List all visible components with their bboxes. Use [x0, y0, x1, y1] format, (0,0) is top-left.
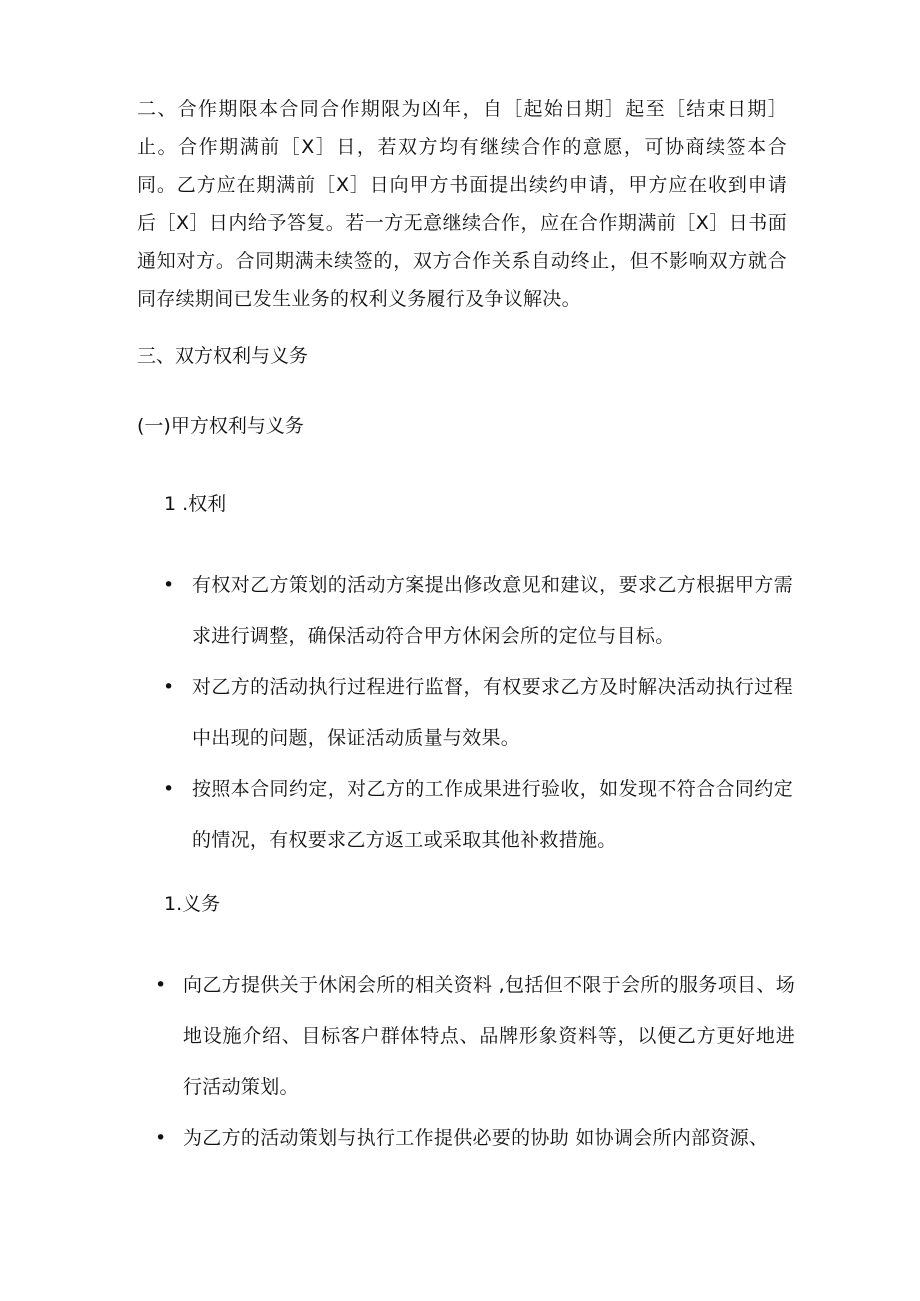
- list-item-text: 对乙方的活动执行过程进行监督，有权要求乙方及时解决活动执行过程中出现的问题，保证活动质量与效果。: [192, 676, 793, 749]
- section-2-paragraph: 二、合作期限本合同合作期限为凶年，自［起始日期］起至［结束日期］止。合作期满前［X］日，若双方均有继续合作的意愿，可协商续签本合同。乙方应在期满前［X］日向甲方书面提出续约申请，甲方应在收到申请后［X］日内给予答复。若一方无意继续合作，应在合作期满前［X］日书面通知对方。合同期满未续签的，双方合作关系自动终止，但不影响双方就合同存续期间已发生业务的权利义务履行及争议解决。: [137, 98, 787, 310]
- bullet-icon: •: [155, 974, 167, 996]
- list-item: [163, 662, 793, 764]
- section-3-heading: 三、双方权利与义务: [137, 345, 309, 367]
- list-item: [155, 960, 795, 1113]
- list-item: [163, 560, 793, 662]
- list-item: [163, 764, 793, 866]
- bullet-icon: •: [163, 676, 175, 698]
- list-item-text: 向乙方提供关于休闲会所的相关资料 ,包括但不限于会所的服务项目、场地设施介绍、目标客户群体特点、品牌形象资料等，以便乙方更好地进行活动策划。: [183, 974, 795, 1098]
- obligations-list: [155, 960, 795, 1164]
- party-a-heading: (一)甲方权利与义务: [137, 415, 304, 437]
- list-item-text: 按照本合同约定，对乙方的工作成果进行验收，如发现不符合合同约定的情况，有权要求乙方返工或采取其他补救措施。: [192, 778, 793, 851]
- rights-heading: 1 .权利: [164, 493, 227, 515]
- list-item-text: 有权对乙方策划的活动方案提出修改意见和建议，要求乙方根据甲方需求进行调整，确保活动符合甲方休闲会所的定位与目标。: [192, 574, 793, 647]
- bullet-icon: •: [163, 778, 175, 800]
- rights-list: [163, 560, 793, 866]
- list-item-text: 为乙方的活动策划与执行工作提供必要的协助 如协调会所内部资源、: [183, 1127, 769, 1149]
- bullet-icon: •: [155, 1127, 167, 1149]
- obligations-heading: 1.义务: [164, 893, 221, 915]
- list-item: [155, 1113, 795, 1164]
- bullet-icon: •: [163, 574, 175, 596]
